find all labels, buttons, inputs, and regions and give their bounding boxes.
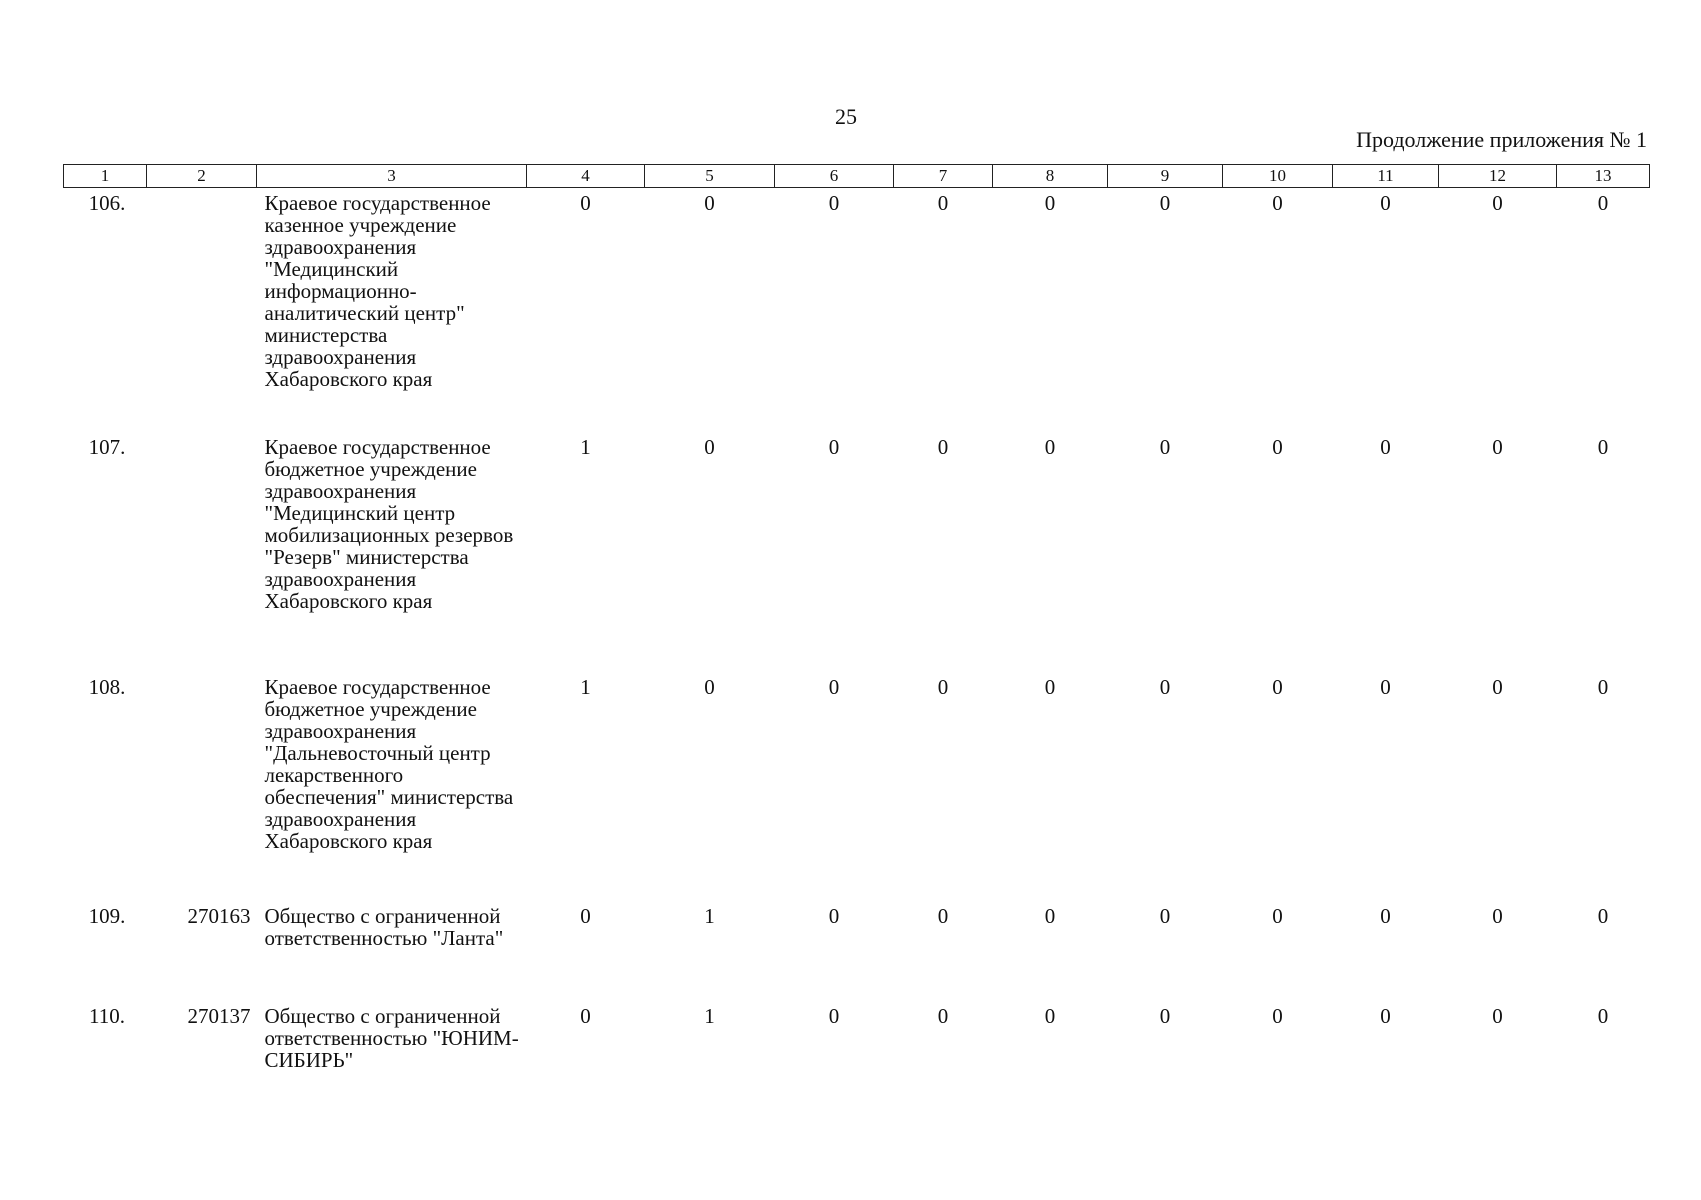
value-cell: 0 bbox=[1272, 904, 1283, 928]
value-cell: 0 bbox=[937, 904, 949, 928]
organization-name-cell: Общество с ограниченной ответственностью "Ланта" bbox=[264, 904, 504, 950]
value-cell: 0 bbox=[1159, 435, 1171, 459]
value-cell: 1 bbox=[704, 1004, 715, 1028]
column-header: 4 bbox=[527, 165, 645, 188]
value-cell: 0 bbox=[828, 191, 840, 215]
organization-name-cell: Краевое государственное бюджетное учреждение здравоохранения "Дальневосточный центр лекарственного обеспечения" министерства здравоохранения Хабаровского края bbox=[264, 675, 514, 853]
page-number: 25 bbox=[835, 104, 857, 129]
value-cell: 0 bbox=[580, 191, 591, 215]
value-cell: 0 bbox=[1380, 435, 1391, 459]
row-code-cell: 270137 bbox=[187, 1004, 251, 1028]
column-header: 11 bbox=[1333, 165, 1439, 188]
organization-name-cell: Краевое государственное казенное учреждение здравоохранения "Медицинский информационно-аналитический центр" министерства здравоохранения Хабаровского края bbox=[264, 191, 491, 391]
value-cell: 0 bbox=[1272, 675, 1283, 699]
value-cell: 0 bbox=[704, 675, 715, 699]
data-table bbox=[63, 164, 1650, 1095]
value-cell: 0 bbox=[1597, 191, 1609, 215]
column-header: 9 bbox=[1108, 165, 1223, 188]
column-header: 3 bbox=[257, 165, 527, 188]
value-cell: 0 bbox=[1159, 1004, 1171, 1028]
value-cell: 0 bbox=[1380, 191, 1391, 215]
row-code-cell bbox=[147, 188, 257, 437]
value-cell: 0 bbox=[1492, 904, 1503, 928]
value-cell: 0 bbox=[1492, 435, 1503, 459]
value-cell: 0 bbox=[1159, 675, 1171, 699]
column-header: 10 bbox=[1223, 165, 1333, 188]
column-header: 2 bbox=[147, 165, 257, 188]
value-cell: 0 bbox=[1597, 435, 1609, 459]
column-header: 12 bbox=[1439, 165, 1557, 188]
value-cell: 0 bbox=[937, 191, 949, 215]
column-header: 1 bbox=[64, 165, 147, 188]
row-code-cell: 270163 bbox=[187, 904, 251, 928]
value-cell: 0 bbox=[1597, 675, 1609, 699]
value-cell: 0 bbox=[1492, 1004, 1503, 1028]
table-row bbox=[64, 1005, 1650, 1095]
organization-name-cell: Общество с ограниченной ответственностью "ЮНИМ-СИБИРЬ" bbox=[264, 1004, 519, 1072]
value-cell: 0 bbox=[1159, 191, 1171, 215]
appendix-continuation-note: Продолжение приложения № 1 bbox=[1356, 127, 1647, 152]
value-cell: 0 bbox=[580, 904, 591, 928]
column-header: 8 bbox=[993, 165, 1108, 188]
value-cell: 0 bbox=[828, 435, 840, 459]
data-table-container bbox=[63, 164, 1649, 1095]
value-cell: 0 bbox=[1492, 675, 1503, 699]
column-header: 7 bbox=[894, 165, 993, 188]
organization-name-cell: Краевое государственное бюджетное учреждение здравоохранения "Медицинский центр мобилизационных резервов "Резерв" министерства здравоохранения Хабаровского края bbox=[264, 435, 514, 613]
value-cell: 0 bbox=[828, 1004, 840, 1028]
value-cell: 0 bbox=[937, 435, 949, 459]
value-cell: 0 bbox=[1044, 435, 1056, 459]
value-cell: 0 bbox=[1272, 1004, 1283, 1028]
row-number-cell: 108. bbox=[88, 675, 126, 699]
row-code-cell bbox=[147, 436, 257, 676]
value-cell: 1 bbox=[580, 435, 591, 459]
table-row bbox=[64, 436, 1650, 676]
value-cell: 0 bbox=[1044, 675, 1056, 699]
value-cell: 0 bbox=[1597, 1004, 1609, 1028]
table-row bbox=[64, 676, 1650, 905]
row-number-cell: 110. bbox=[89, 1004, 125, 1028]
column-header: 5 bbox=[645, 165, 775, 188]
column-header: 13 bbox=[1557, 165, 1650, 188]
value-cell: 0 bbox=[1272, 435, 1283, 459]
table-row bbox=[64, 905, 1650, 1005]
value-cell: 0 bbox=[937, 675, 949, 699]
value-cell: 0 bbox=[704, 191, 715, 215]
row-number-cell: 107. bbox=[88, 435, 126, 459]
value-cell: 0 bbox=[1380, 1004, 1391, 1028]
value-cell: 0 bbox=[937, 1004, 949, 1028]
row-number-cell: 106. bbox=[88, 191, 126, 215]
value-cell: 0 bbox=[1492, 191, 1503, 215]
row-number-cell: 109. bbox=[88, 904, 126, 928]
value-cell: 0 bbox=[1044, 1004, 1056, 1028]
value-cell: 0 bbox=[828, 904, 840, 928]
column-header: 6 bbox=[775, 165, 894, 188]
value-cell: 0 bbox=[704, 435, 715, 459]
value-cell: 1 bbox=[580, 675, 591, 699]
value-cell: 0 bbox=[1272, 191, 1283, 215]
value-cell: 0 bbox=[1380, 904, 1391, 928]
value-cell: 0 bbox=[1597, 904, 1609, 928]
value-cell: 0 bbox=[1044, 904, 1056, 928]
column-number-header-row bbox=[64, 165, 1650, 188]
value-cell: 0 bbox=[580, 1004, 591, 1028]
value-cell: 0 bbox=[1044, 191, 1056, 215]
value-cell: 0 bbox=[1159, 904, 1171, 928]
table-row bbox=[64, 188, 1650, 437]
value-cell: 0 bbox=[1380, 675, 1391, 699]
row-code-cell bbox=[147, 676, 257, 905]
value-cell: 0 bbox=[828, 675, 840, 699]
value-cell: 1 bbox=[704, 904, 715, 928]
